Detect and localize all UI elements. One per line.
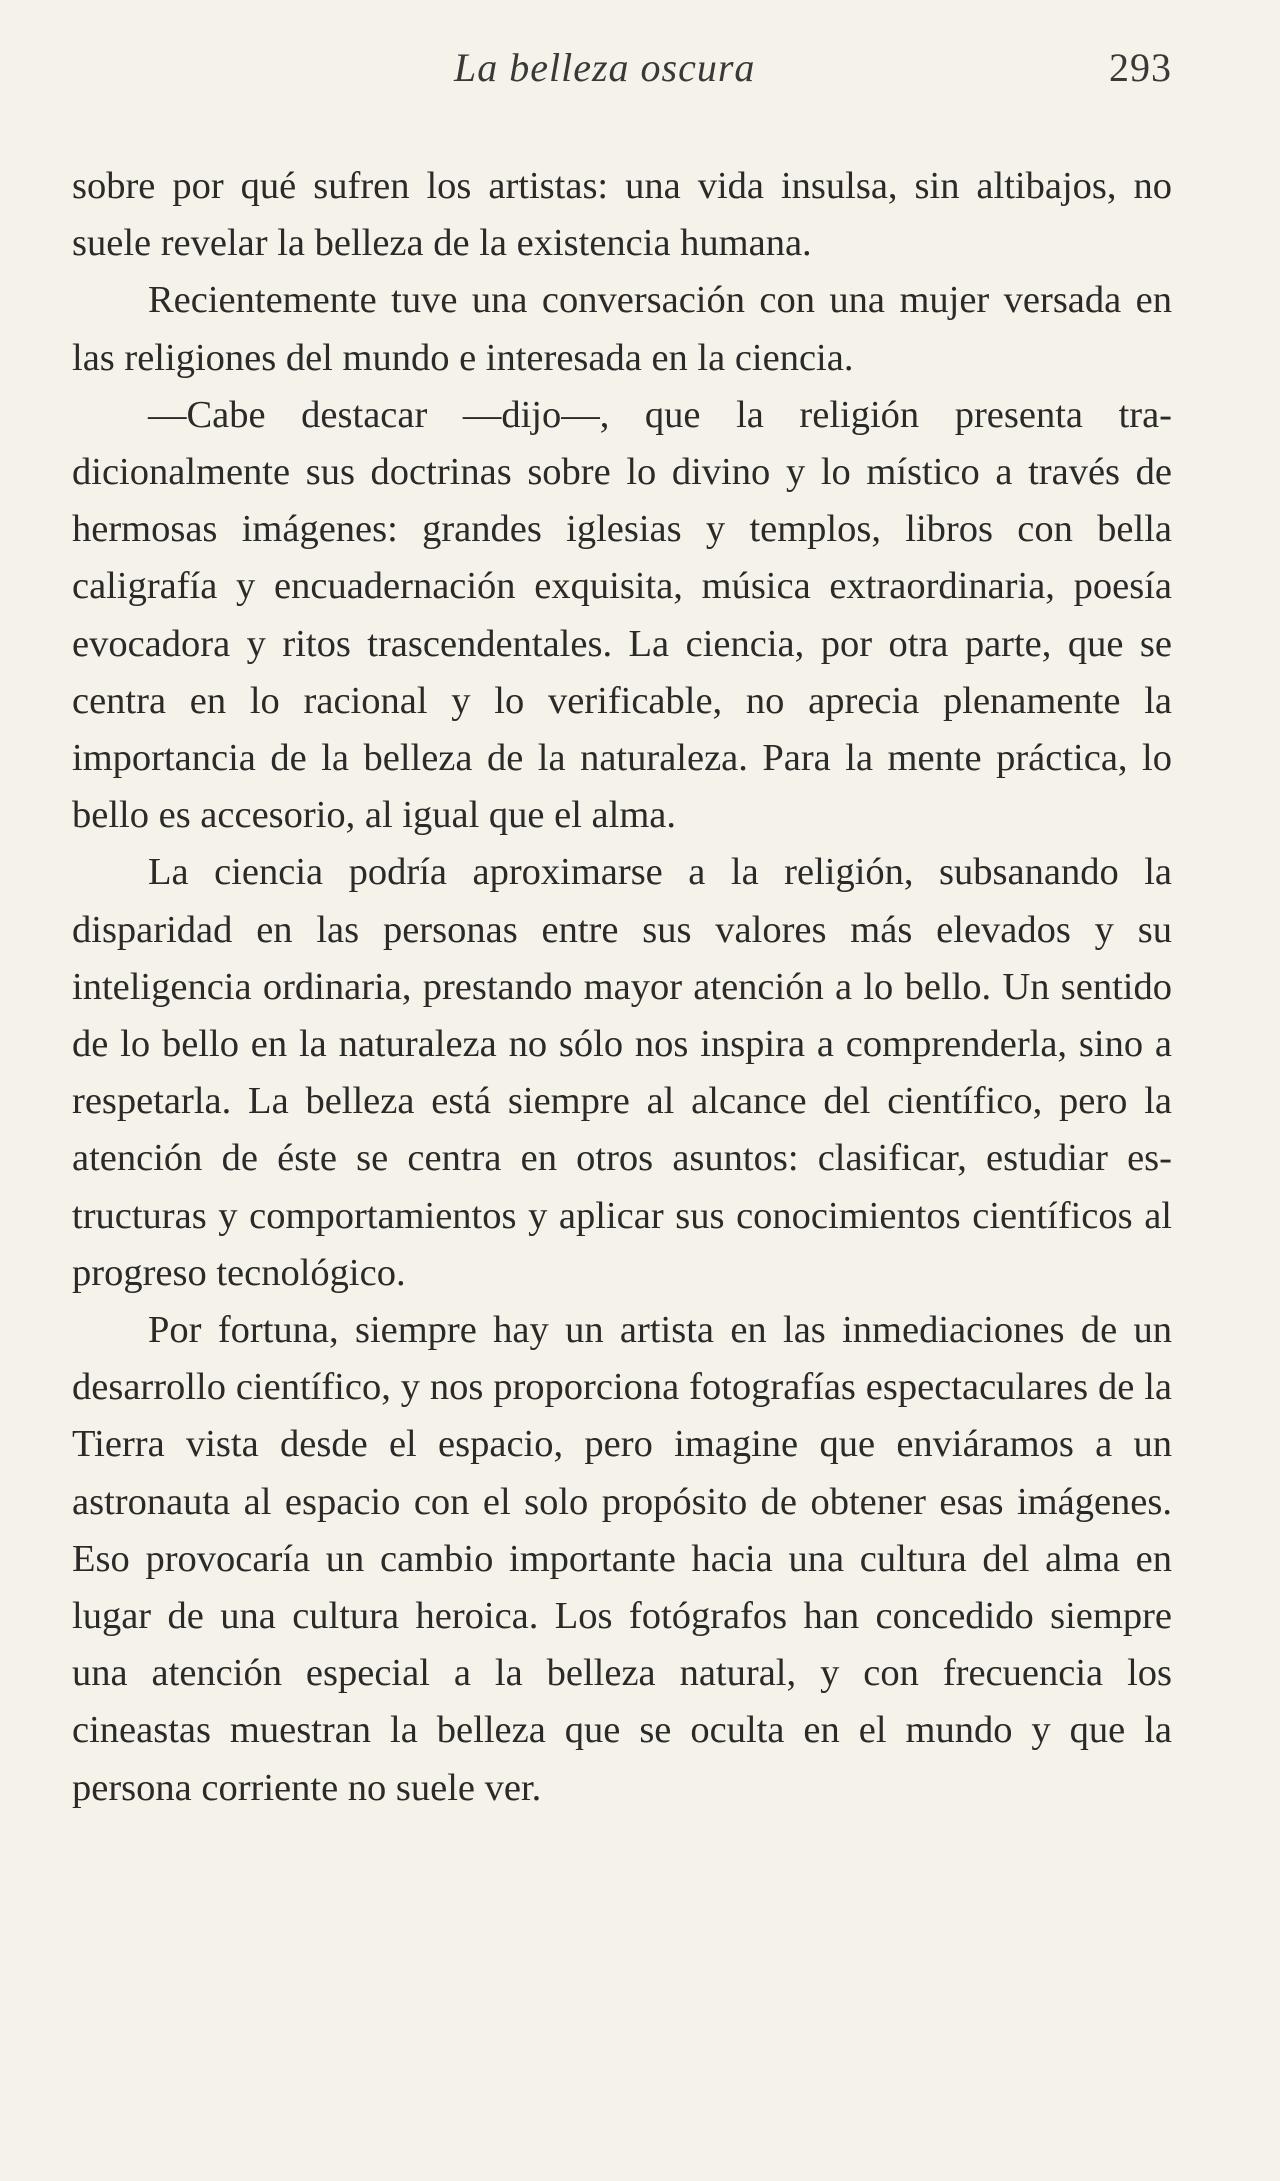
running-title: La belleza oscura [454, 45, 756, 90]
body-text [72, 158, 1172, 1817]
paragraph-5: Por fortuna, siempre hay un artista en las inmediaciones de un desarrollo científico, y nos proporciona fotografías espectaculares de la Tierra vista desde el espacio, pero imagine que enviáramos a un astronauta al espacio con el solo propósito de obtener esas imágenes. Eso provocaría un cambio importante hacia una cultura del alma en lugar de una cultura heroica. Los fotógrafos han concedido siempre una atención especial a la belleza natural, y con frecuencia los cineastas muestran la belleza que se oculta en el mundo y que la persona corriente no suele ver. [72, 1309, 1172, 1809]
paragraph-1: sobre por qué sufren los artistas: una vida insulsa, sin altibajos, no suele revelar la belleza de la existencia humana. [72, 165, 1172, 265]
paragraph-3: —Cabe destacar —dijo—, que la religión presenta tradicionalmente sus doctrinas sobre lo divino y lo místico a través de hermosas imágenes: grandes iglesias y templos, libros con bella caligrafía y encuadernación exquisita, música extraordinaria, poesía evocadora y ritos trascendentales. La ciencia, por otra parte, que se centra en lo racional y lo verificable, no aprecia plenamente la importancia de la belleza de la naturaleza. Para la mente práctica, lo bello es accesorio, al igual que el alma. [72, 393, 1172, 837]
paragraph-2: Recientemente tuve una conversación con una mujer versada en las religiones del mundo e interesada en la ciencia. [72, 279, 1172, 379]
running-head [72, 44, 1172, 104]
page-number: 293 [1109, 45, 1172, 90]
paragraph-4: La ciencia podría aproximarse a la religión, subsanando la disparidad en las personas entre sus valores más elevados y su inteligencia ordinaria, prestando mayor atención a lo bello. Un sentido de lo bello en la naturaleza no sólo nos inspira a comprenderla, sino a respetarla. La belleza está siempre al alcance del científico, pero la atención de éste se centra en otros asuntos: clasificar, estudiar estructuras y comportamientos y aplicar sus conocimientos científicos al progreso tecnológico. [72, 851, 1172, 1294]
